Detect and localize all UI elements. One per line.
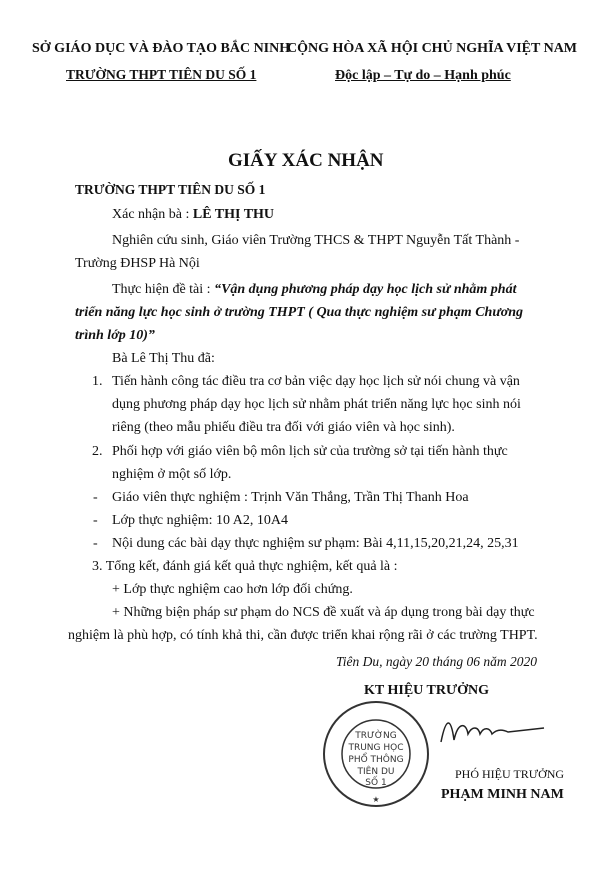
item-1-number: 1. <box>92 374 103 389</box>
header-left-line2: TRƯỜNG THPT TIÊN DU SỐ 1 <box>66 67 257 82</box>
topic-title: “Vận dụng phương pháp dạy học lịch sử nhằm phát <box>214 282 517 297</box>
role-line-2: Trường ĐHSP Hà Nội <box>75 256 200 271</box>
svg-text:PHỔ THÔNG: PHỔ THÔNG <box>348 755 404 765</box>
svg-text:SỐ 1: SỐ 1 <box>365 778 387 788</box>
signature-position: PHÓ HIỆU TRƯỞNG <box>455 767 565 781</box>
handwritten-signature <box>436 712 546 752</box>
topic-line-2: triển năng lực học sinh ở trường THPT ( Qua thực nghiệm sư phạm Chương <box>75 305 524 320</box>
signature-position-top: KT HIỆU TRƯỞNG <box>364 683 489 698</box>
dash-1: - <box>93 490 98 505</box>
classes-line: Lớp thực nghiệm: 10 A2, 10A4 <box>112 513 288 528</box>
item-1-line-3: riêng (theo mẫu phiếu điều tra đối với giáo viên và học sinh). <box>112 420 455 435</box>
confirm-name: LÊ THỊ THU <box>192 207 275 222</box>
confirm-line <box>112 206 274 224</box>
role-line-1: Nghiên cứu sinh, Giáo viên Trường THCS & THPT Nguyễn Tất Thành - <box>112 233 520 248</box>
dash-2: - <box>93 513 98 528</box>
header-right-line2: Độc lập – Tự do – Hạnh phúc <box>335 68 511 83</box>
item-3: 3. Tổng kết, đánh giá kết quả thực nghiệm, kết quả là : <box>92 559 398 574</box>
item-2-line-2: nghiệm ở một số lớp. <box>112 467 232 482</box>
result-2-line-1: + Những biện pháp sư phạm do NCS đề xuất và áp dụng trong bài dạy thực <box>112 605 535 620</box>
dash-3: - <box>93 536 98 551</box>
issuer: TRƯỜNG THPT TIÊN DU SỐ 1 <box>75 182 266 197</box>
signer-name: PHẠM MINH NAM <box>441 787 564 802</box>
official-stamp <box>322 700 430 808</box>
intro: Bà Lê Thị Thu đã: <box>112 351 215 366</box>
topic-line-3: trình lớp 10)” <box>75 328 155 343</box>
document-title: GIẤY XÁC NHẬN <box>228 150 384 171</box>
svg-text:★: ★ <box>372 795 380 804</box>
date-line: Tiên Du, ngày 20 tháng 06 năm 2020 <box>336 654 537 669</box>
item-1-line-1: Tiến hành công tác điều tra cơ bản việc dạy học lịch sử nói chung và vận <box>112 374 520 389</box>
result-2-line-2: nghiệm là phù hợp, có tính khả thi, cần được triển khai rộng rãi ở các trường THPT. <box>68 628 538 643</box>
item-2-number: 2. <box>92 444 103 459</box>
lessons-line: Nội dung các bài dạy thực nghiệm sư phạm: Bài 4,11,15,20,21,24, 25,31 <box>112 536 519 551</box>
svg-text:TRUNG HỌC: TRUNG HỌC <box>348 743 404 753</box>
topic-label: Thực hiện đề tài : <box>112 282 215 297</box>
item-1-line-2: dụng phương pháp dạy học lịch sử nhằm phát triển năng lực học sinh nói <box>112 397 521 412</box>
result-1: + Lớp thực nghiệm cao hơn lớp đối chứng. <box>112 582 353 597</box>
teachers-line: Giáo viên thực nghiệm : Trịnh Văn Thắng, Trần Thị Thanh Hoa <box>112 490 469 505</box>
topic-line-1 <box>112 281 516 299</box>
header-left-line1: SỞ GIÁO DỤC VÀ ĐÀO TẠO BẮC NINH <box>32 41 291 56</box>
confirm-label: Xác nhận bà : <box>112 207 193 222</box>
svg-text:TIÊN DU: TIÊN DU <box>357 767 395 777</box>
item-2-line-1: Phối hợp với giáo viên bộ môn lịch sử của trường sở tại tiến hành thực <box>112 444 508 459</box>
header-right-line1: CỘNG HÒA XÃ HỘI CHỦ NGHĨA VIỆT NAM <box>287 41 578 56</box>
svg-text:TRƯỜNG: TRƯỜNG <box>355 731 397 741</box>
